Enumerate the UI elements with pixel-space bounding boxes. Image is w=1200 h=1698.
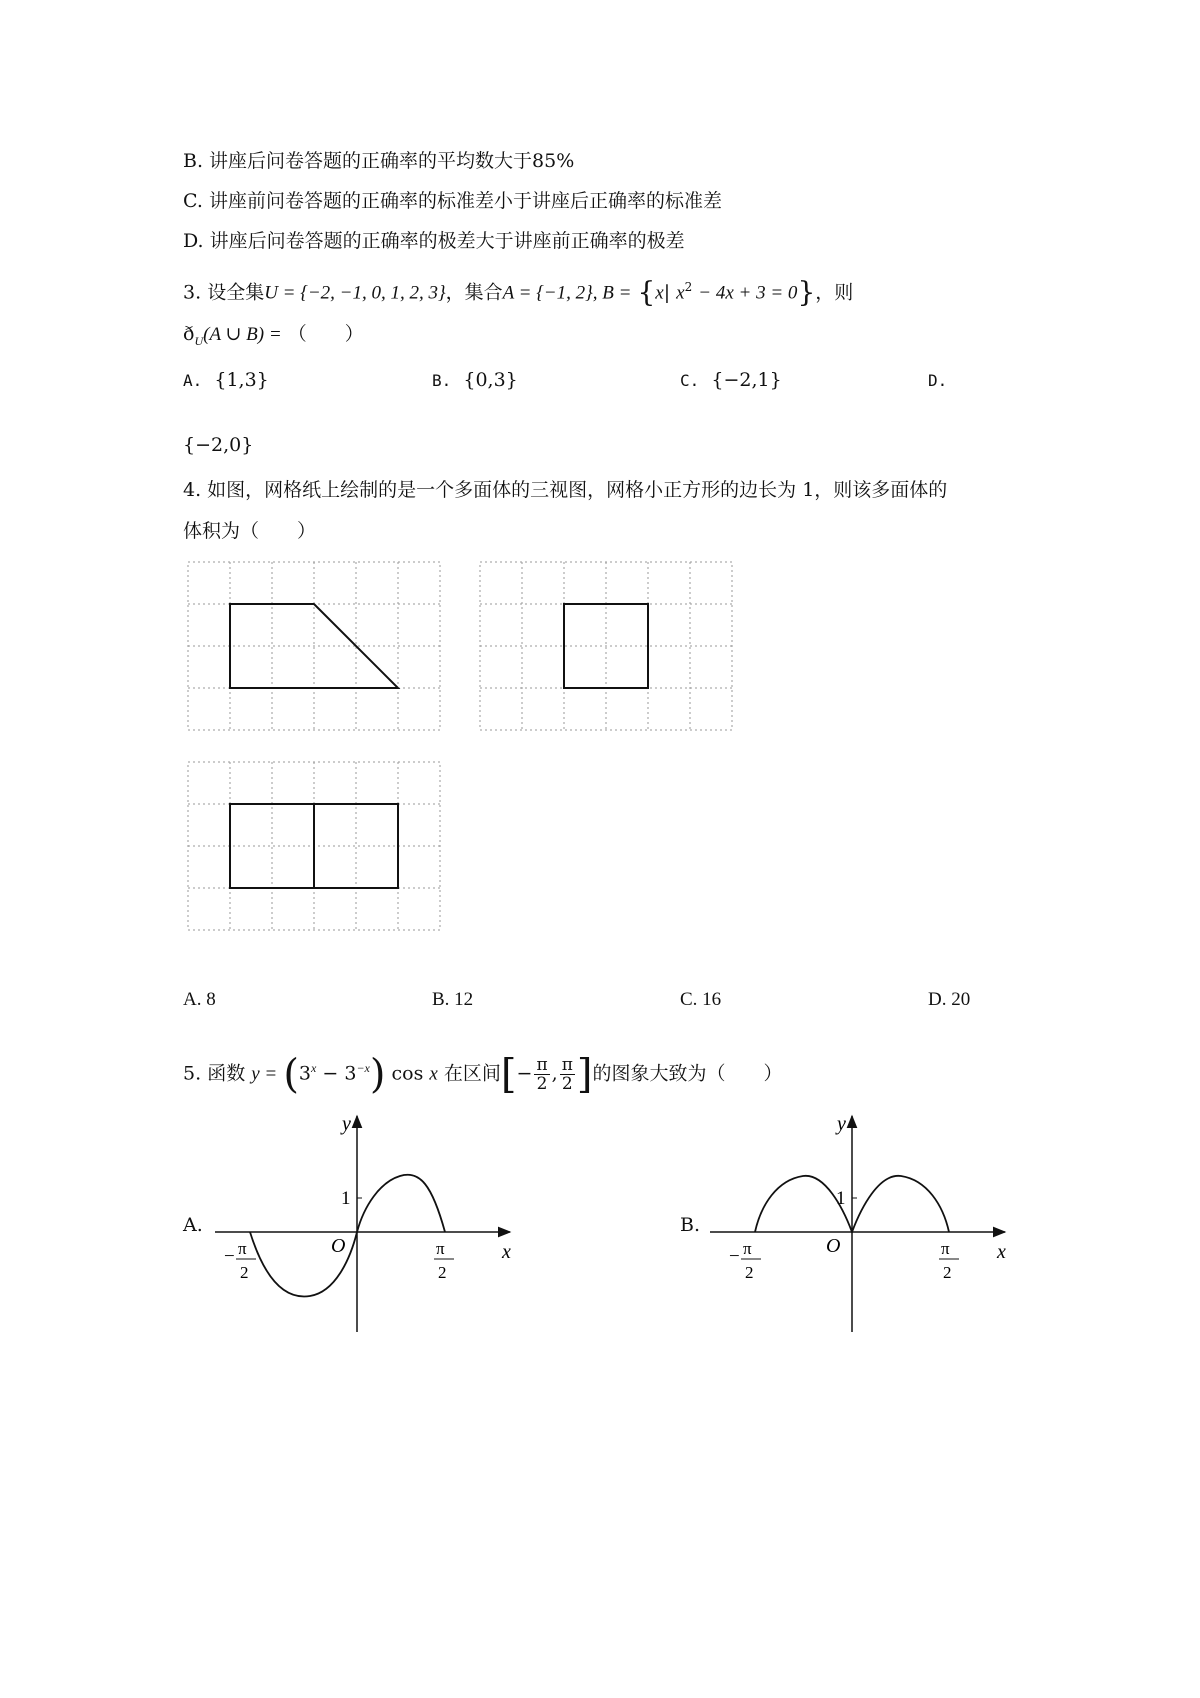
- q5-mid: 在区间: [443, 1062, 501, 1085]
- q5-cos: cos: [391, 1062, 424, 1085]
- q5-number: 5.: [183, 1062, 202, 1085]
- q5-graph-a: [210, 1110, 530, 1350]
- q5-graph-b-label: B.: [680, 1214, 701, 1236]
- q3-mid: ，集合: [445, 281, 503, 304]
- q2-option-c: C. 讲座前问卷答题的正确率的标准差小于讲座后正确率的标准差: [183, 190, 722, 212]
- q5-tail: 的图象大致为（ ）: [592, 1062, 783, 1085]
- q3-expression: (A ∪ B) =: [203, 324, 282, 345]
- q3-stem-line1: [183, 272, 853, 308]
- q3-number: 3.: [183, 281, 202, 304]
- q5-x: x: [429, 1063, 438, 1085]
- q3-lead: 设全集: [207, 281, 265, 304]
- q5-base-2: 3: [344, 1062, 357, 1085]
- pos-two: 2: [438, 1263, 447, 1282]
- top-view-rectangles: [230, 804, 398, 888]
- q3-stem-line2: [183, 319, 364, 356]
- neg-sign: −: [729, 1246, 740, 1267]
- q3-option-d-value: {−2,0}: [183, 434, 254, 456]
- q3-brace-close: }: [797, 275, 816, 309]
- pos-pi: π: [436, 1239, 445, 1258]
- q3-complement-subscript: U: [194, 333, 204, 348]
- q5-exponent-1: x: [311, 1061, 317, 1075]
- q4-option-a: A. 8: [183, 989, 216, 1010]
- q5-comma: ,: [551, 1062, 558, 1085]
- tick-1-label: 1: [836, 1188, 846, 1209]
- q4-option-d: D. 20: [928, 989, 971, 1010]
- pos-pi: π: [941, 1239, 950, 1258]
- q5-frac-minus: −: [516, 1062, 533, 1085]
- q2-option-d: D. 讲座后问卷答题的正确率的极差大于讲座前正确率的极差: [183, 230, 685, 252]
- neg-sign: −: [224, 1246, 235, 1267]
- q3-set-b-sep: |: [663, 281, 671, 304]
- q4-option-c: C. 16: [680, 989, 722, 1010]
- q3-set-b-var: x: [655, 282, 664, 304]
- y-label: y: [837, 1113, 846, 1135]
- y-label: y: [342, 1113, 351, 1135]
- q3-option-b: B. {0,3}: [432, 369, 518, 391]
- q5-lead: 函数: [207, 1062, 246, 1085]
- x-label: x: [502, 1241, 511, 1263]
- origin-label: O: [826, 1235, 841, 1257]
- neg-pi: π: [743, 1239, 752, 1258]
- neg-two: 2: [240, 1263, 249, 1282]
- q3-set-b-equation: − 4x + 3 = 0: [698, 282, 798, 304]
- x-label: x: [997, 1241, 1006, 1263]
- q3-brace-open: {: [637, 275, 656, 309]
- q5-bracket-close: ]: [576, 1051, 593, 1098]
- q5-graph-b: [705, 1110, 1025, 1350]
- tick-1-label: 1: [341, 1188, 351, 1209]
- q4-three-view-figure: [0, 560, 1200, 960]
- q3-option-d-label: D.: [928, 371, 948, 390]
- q4-option-b: B. 12: [432, 989, 474, 1010]
- q5-y-equals: y =: [251, 1063, 278, 1085]
- q3-set-b-x: x: [676, 282, 685, 304]
- origin-label: O: [331, 1235, 346, 1257]
- q5-stem: [183, 1038, 783, 1098]
- q5-bracket-open: [: [500, 1051, 517, 1098]
- side-view-grid: [480, 562, 732, 730]
- q3-universal-set: U = {−2, −1, 0, 1, 2, 3}: [264, 282, 446, 304]
- q3-option-a: A. {1,3}: [183, 369, 269, 391]
- q5-paren-close: ): [369, 1051, 386, 1098]
- q2-option-b: B. 讲座后问卷答题的正确率的平均数大于85%: [183, 150, 575, 172]
- q5-base-1: 3: [298, 1062, 312, 1085]
- q3-tail: ，则: [815, 281, 854, 304]
- q5-minus: −: [316, 1062, 345, 1085]
- q5-graph-a-label: A.: [183, 1214, 203, 1236]
- front-view-grid: [188, 562, 440, 730]
- q4-stem-line1: 4. 如图，网格纸上绘制的是一个多面体的三视图，网格小正方形的边长为 1，则该多面体的: [183, 479, 948, 501]
- q3-set-b-exponent: 2: [684, 280, 693, 294]
- q3-answer-bracket: （ ）: [287, 323, 364, 345]
- q5-paren-open: (: [283, 1051, 299, 1098]
- neg-two: 2: [745, 1263, 754, 1282]
- q3-set-a: A = {−1, 2}, B =: [502, 282, 632, 304]
- pos-two: 2: [943, 1263, 952, 1282]
- q5-exponent-2: −x: [356, 1061, 370, 1075]
- q3-complement-symbol: ð: [183, 323, 195, 345]
- neg-pi: π: [238, 1239, 247, 1258]
- q5-frac-right: $\frac{\pi}{2}$: [561, 1054, 573, 1094]
- q3-option-c: C. {−2,1}: [680, 369, 782, 391]
- q5-frac-left: $\frac{\pi}{2}$: [536, 1054, 548, 1094]
- q4-stem-line2: 体积为（ ）: [183, 520, 317, 542]
